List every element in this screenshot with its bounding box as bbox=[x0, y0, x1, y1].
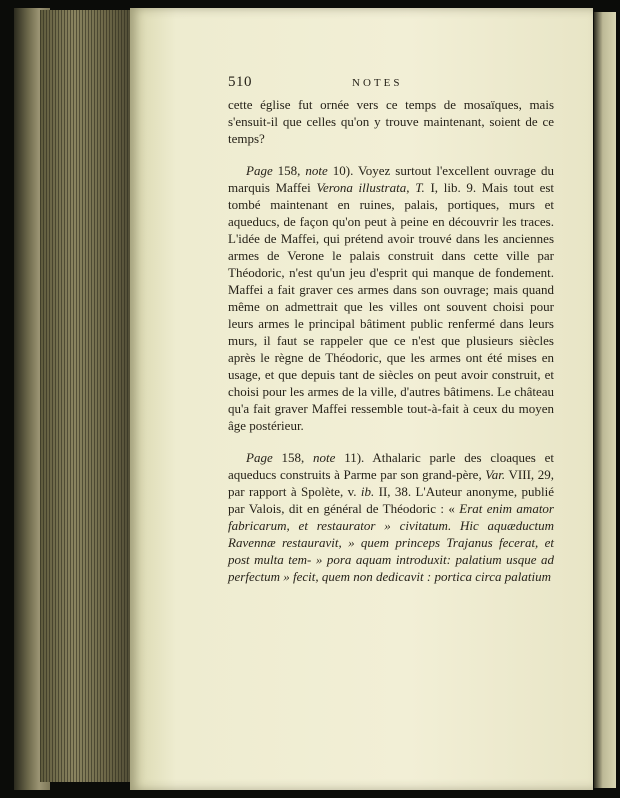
italic-text: Page bbox=[246, 450, 273, 465]
running-head: NOTES bbox=[352, 77, 403, 89]
text-run: 10). Voyez surtout l'excellent ouvrage du marquis Maffei bbox=[228, 163, 554, 195]
italic-text: Verona illustrata bbox=[316, 180, 407, 195]
text-run: II, 38. L'Auteur anonyme, publié par Valois, dit en général de Théodoric : « bbox=[228, 484, 554, 516]
italic-text: T. bbox=[415, 180, 425, 195]
text-run: VIII, 29, par rapport à Spolète, v. bbox=[228, 467, 555, 499]
italic-text: note bbox=[305, 163, 328, 178]
page-header bbox=[228, 74, 554, 96]
italic-text: Var. bbox=[485, 467, 506, 482]
text-run: cette église fut ornée vers ce temps de mosaïques, mais s'ensuit-il que celles qu'on y trouve maintenant, soient de ce temps? bbox=[228, 97, 554, 146]
text-run: I, lib. 9. Mais tout est tombé maintenant en ruines, palais, portiques, murs et aqueducs, de façon qu'on peut à peine en découvrir les traces. L'idée de Maffei, qui prétend avoir trouvé dans les anciennes armes de Verone le palais construit dans cette ville par Théodoric, n'est qu'un jeu d'esprit qui manque de fondement. Maffei a fait graver ces armes dans son ouvrage; mais quand même on admettrait que les villes ont souvent choisi pour leurs armes le principal bâtiment public renfermé dans leurs murs, il faut se rappeler que ce n'est que plusieurs siècles après le règne de Théodoric, que les armes ont été mises en usage, et que depuis tant de siècles on peut avoir construit, et choisi pour les armes de la ville, d'autres bâtimens. Le château qu'a fait graver Maffei ressemble tout-à-fait à ceux du moyen âge postérieur. bbox=[228, 180, 555, 433]
text-run: , bbox=[406, 180, 416, 195]
italic-text: Page bbox=[246, 163, 273, 178]
facing-page-edge bbox=[594, 12, 616, 788]
text-run: 158, bbox=[272, 163, 306, 178]
text-run: 158, bbox=[272, 450, 314, 465]
italic-text: ib. bbox=[360, 484, 375, 499]
paragraph bbox=[228, 162, 554, 434]
paragraph bbox=[228, 96, 554, 147]
italic-text: note bbox=[313, 450, 336, 465]
page-text bbox=[228, 74, 554, 585]
page-edges bbox=[40, 10, 138, 782]
page-body bbox=[228, 96, 554, 585]
text-run: 11). Athalaric parle des cloaques et aqueducs construits à Parme par son grand-père, bbox=[228, 450, 555, 482]
italic-text: Erat enim amator fabricarum, et restaurator » civitatum. Hic aquæductum Ravennæ restauravit, » quem princeps Trajanus fecerat, et post multa tem- » pora aquam introduxit: palatium usque ad perfectum » fecit, quem non dedicavit : portica circa palatium bbox=[228, 501, 554, 584]
paragraph bbox=[228, 449, 554, 585]
page-number: 510 bbox=[228, 74, 252, 90]
